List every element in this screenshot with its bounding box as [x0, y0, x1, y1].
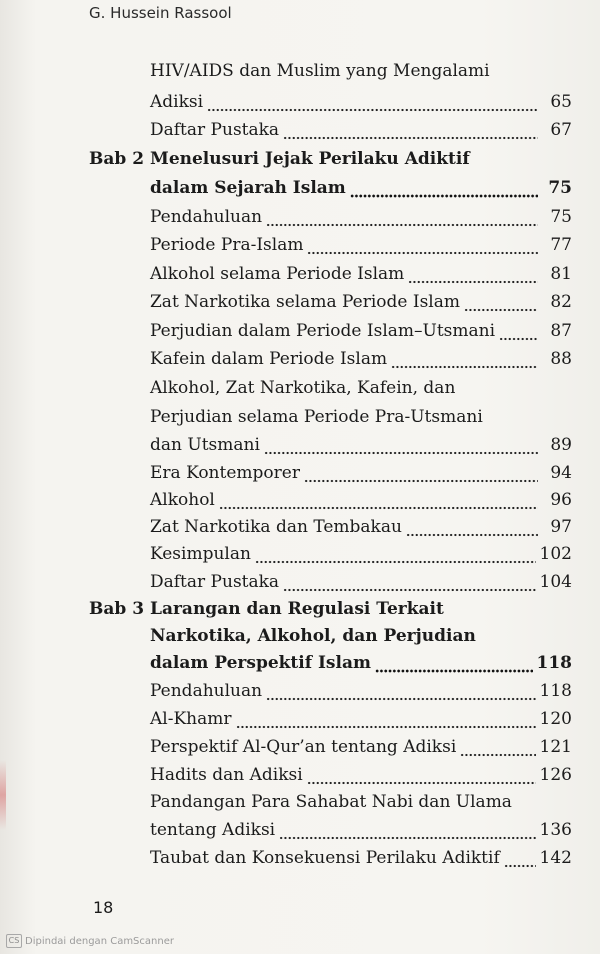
dot-leader [406, 514, 538, 540]
toc-entry-page: 102 [539, 544, 572, 564]
page-number: 18 [93, 898, 114, 917]
dot-leader [350, 175, 538, 201]
toc-entry-title: dalam Sejarah Islam [150, 178, 346, 198]
toc-entry [150, 541, 572, 567]
dot-leader [375, 650, 533, 676]
dot-leader [464, 289, 538, 315]
dot-leader [304, 460, 538, 486]
toc-entry-title: Kesimpulan [150, 544, 251, 564]
toc-entry-title: Daftar Pustaka [150, 572, 280, 592]
toc-entry-page: 89 [550, 435, 572, 455]
toc-entry-page: 96 [550, 490, 572, 510]
dot-leader [307, 232, 538, 258]
toc-entry [150, 845, 572, 871]
dot-leader [255, 541, 536, 567]
toc-entry-title: Pendahuluan [150, 207, 263, 227]
toc-entry [150, 514, 572, 540]
camscanner-icon: CS [6, 934, 22, 948]
toc-entry [150, 346, 572, 372]
dot-leader [408, 261, 538, 287]
toc-entry-title: HIV/AIDS dan Muslim yang Mengalami [150, 61, 490, 81]
toc-entry-title: Narkotika, Alkohol, dan Perjudian [150, 626, 476, 646]
toc-entry [150, 817, 572, 843]
toc-entry-page: 104 [539, 572, 572, 592]
chapter-title [150, 623, 572, 649]
dot-leader [266, 678, 535, 704]
toc-entry-title: Larangan dan Regulasi Terkait [150, 599, 444, 619]
toc-entry [150, 487, 572, 513]
toc-entry-page: 126 [539, 765, 572, 785]
toc-entry [150, 789, 572, 815]
toc-entry-page: 82 [550, 292, 572, 312]
toc-entry-page: 97 [550, 517, 572, 537]
toc-entry-title: Perspektif Al-Qur’an tentang Adiksi [150, 737, 457, 757]
chapter-label: Bab 3 [89, 599, 145, 619]
dot-leader [499, 318, 538, 344]
toc-entry-title: Perjudian dalam Periode Islam–Utsmani [150, 321, 496, 341]
toc-entry [150, 569, 572, 595]
dot-leader [504, 845, 536, 871]
scanner-label: Dipindai dengan CamScanner [25, 935, 174, 947]
toc-entry-title: Pandangan Para Sahabat Nabi dan Ulama [150, 792, 512, 812]
toc-entry [150, 204, 572, 230]
toc-entry-page: 136 [539, 820, 572, 840]
toc-entry-page: 121 [539, 737, 572, 757]
chapter-title [150, 596, 572, 622]
chapter-title [150, 146, 572, 172]
dot-leader [391, 346, 538, 372]
toc-entry-title: Zat Narkotika selama Periode Islam [150, 292, 460, 312]
toc-entry-title: Kafein dalam Periode Islam [150, 349, 388, 369]
dot-leader [236, 706, 536, 732]
toc-entry [150, 734, 572, 760]
dot-leader [266, 204, 538, 230]
toc-entry [150, 375, 572, 401]
toc-entry-page: 65 [550, 92, 572, 112]
toc-entry-title: Adiksi [150, 92, 204, 112]
toc-entry-title: Al-Khamr [150, 709, 232, 729]
toc-entry [150, 289, 572, 315]
toc-entry-title: Alkohol selama Periode Islam [150, 264, 405, 284]
toc-entry [150, 460, 572, 486]
dot-leader [307, 762, 536, 788]
dot-leader [264, 432, 538, 458]
dot-leader [219, 487, 538, 513]
toc-entry-title: Pendahuluan [150, 681, 263, 701]
toc-entry-title: Alkohol [150, 490, 215, 510]
toc-entry [150, 762, 572, 788]
toc-entry [150, 678, 572, 704]
toc-entry-page: 75 [548, 178, 572, 198]
toc-entry-title: Periode Pra-Islam [150, 235, 304, 255]
toc-entry-title: dan Utsmani [150, 435, 260, 455]
toc-entry-page: 87 [550, 321, 572, 341]
toc-entry-title: dalam Perspektif Islam [150, 653, 371, 673]
toc-entry [150, 117, 572, 143]
toc-entry-title: Perjudian selama Periode Pra-Utsmani [150, 407, 483, 427]
toc-entry-title: Taubat dan Konsekuensi Perilaku Adiktif [150, 848, 500, 868]
toc-entry [150, 89, 572, 115]
toc-entry-page: 88 [550, 349, 572, 369]
chapter-title [150, 650, 572, 676]
toc-entry-page: 118 [539, 681, 572, 701]
running-head: G. Hussein Rassool [89, 4, 232, 22]
toc-entry-title: tentang Adiksi [150, 820, 276, 840]
toc-entry-title: Menelusuri Jejak Perilaku Adiktif [150, 149, 470, 169]
dot-leader [460, 734, 535, 760]
toc-entry [150, 58, 572, 84]
toc-entry-page: 67 [550, 120, 572, 140]
toc-entry-page: 81 [550, 264, 572, 284]
toc-entry-page: 142 [539, 848, 572, 868]
toc-entry [150, 404, 572, 430]
toc-entry [150, 232, 572, 258]
chapter-label: Bab 2 [89, 149, 145, 169]
toc-entry [150, 318, 572, 344]
chapter-title [150, 175, 572, 201]
toc-entry-page: 77 [550, 235, 572, 255]
toc-entry-title: Daftar Pustaka [150, 120, 280, 140]
toc-entry-title: Zat Narkotika dan Tembakau [150, 517, 402, 537]
toc-entry [150, 261, 572, 287]
toc-entry-title: Hadits dan Adiksi [150, 765, 303, 785]
dot-leader [279, 817, 535, 843]
dot-leader [207, 89, 538, 115]
toc-entry-page: 120 [539, 709, 572, 729]
page-edge-mark [0, 760, 6, 830]
toc-entry-page: 118 [536, 653, 572, 673]
dot-leader [283, 117, 538, 143]
dot-leader [283, 569, 535, 595]
toc-entry-page: 75 [550, 207, 572, 227]
toc-entry [150, 432, 572, 458]
toc-entry-page: 94 [550, 463, 572, 483]
toc-entry-title: Alkohol, Zat Narkotika, Kafein, dan [150, 378, 456, 398]
toc-entry-title: Era Kontemporer [150, 463, 300, 483]
toc-entry [150, 706, 572, 732]
scanner-watermark [6, 934, 174, 948]
